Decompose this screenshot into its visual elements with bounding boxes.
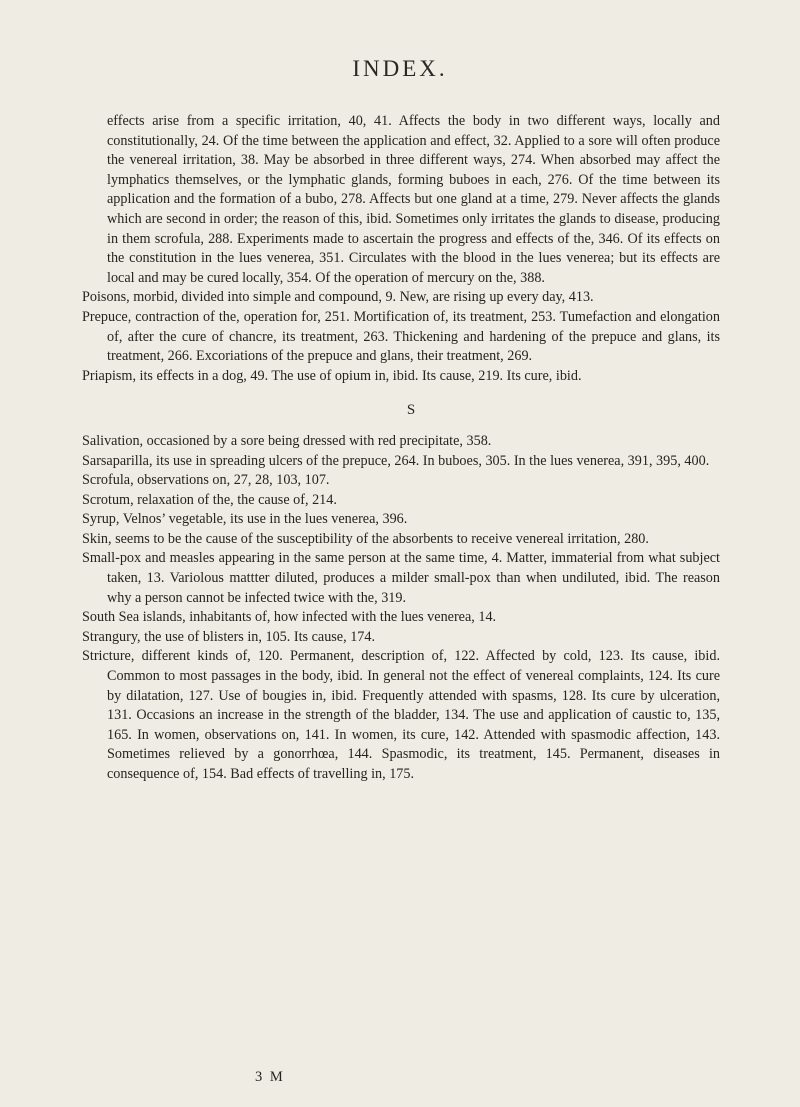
- page-title: INDEX.: [352, 56, 448, 81]
- index-entry: South Sea islands, inhabitants of, how infected with the lues venerea, 14.: [82, 609, 497, 626]
- index-entry: Priapism, its effects in a dog, 49. The use of opium in, ibid. Its cause, 219. Its cure, ibid.: [82, 367, 582, 384]
- index-entry: Strangury, the use of blisters in, 105. Its cause, 174.: [82, 628, 376, 645]
- index-entry: Skin, seems to be the cause of the susceptibility of the absorbents to receive venereal irritation, 280.: [82, 530, 649, 547]
- index-body: [82, 112, 720, 785]
- index-entry: Salivation, occasioned by a sore being dressed with red precipitate, 358.: [82, 432, 492, 449]
- index-entry: Sarsaparilla, its use in spreading ulcers of the prepuce, 264. In buboes, 305. In the lues venerea, 391, 395, 400.: [82, 452, 710, 469]
- index-entry: Scrofula, observations on, 27, 28, 103, 107.: [82, 472, 330, 489]
- section-letter: S: [406, 402, 416, 419]
- index-entry: Syrup, Velnos’ vegetable, its use in the lues venerea, 396.: [82, 511, 408, 528]
- signature-mark: 3 M: [255, 1069, 285, 1085]
- index-entry: Scrotum, relaxation of the, the cause of, 214.: [82, 491, 337, 508]
- index-entry: Poisons, morbid, divided into simple and compound, 9. New, are rising up every day, 413.: [82, 289, 594, 306]
- index-entry: Prepuce, contraction of the, operation for, 251. Mortification of, its treatment, 253. Tumefaction and elongation of, after the cure of chancre, its treatment, 263. Thickening and hardening of the prepuce and glans, its treatment, 266. Excoriations of the prepuce and glans, their treatment, 269.: [82, 308, 720, 365]
- index-entry: Stricture, different kinds of, 120. Permanent, description of, 122. Affected by cold, 123. Its cause, ibid. Common to most passages in the body, ibid. In general not the effect of venereal complaints, 124. Its cure by dilatation, 127. Use of bougies in, ibid. Frequently attended with spasms, 128. Its cure by ulceration, 131. Occasions an increase in the strength of the bladder, 134. The use and application of caustic to, 135, 165. In women, observations on, 141. In women, its cure, 142. Attended with spasmodic affection, 143. Sometimes relieved by a gonorrhœa, 144. Spasmodic, its treatment, 145. Permanent, diseases in consequence of, 154. Bad effects of travelling in, 175.: [82, 648, 720, 782]
- index-entry: effects arise from a specific irritation, 40, 41. Affects the body in two different ways, locally and constitutionally, 24. Of the time between the application and effect, 32. Applied to a sore will often produce the venereal irritation, 38. May be absorbed in three different ways, 274. When absorbed may affect the lymphatics themselves, or the lymphatic glands, forming buboes in each, 276. Of the time between its application and the formation of a bubo, 278. Affects but one gland at a time, 279. Never affects the glands which are second in order; the reason of this, ibid. Sometimes only irritates the glands to disease, producing in them scrofula, 288. Experiments made to ascertain the progress and effects of the, 346. Of its effects on the constitution in the lues venerea, 351. Circulates with the blood in the lues venerea; but its effects are local and may be cured locally, 354. Of the operation of mercury on the, 388.: [107, 113, 720, 286]
- index-entry: Small-pox and measles appearing in the same person at the same time, 4. Matter, immaterial from what subject taken, 13. Variolous mattter diluted, produces a milder small-pox than when undiluted, ibid. The reason why a person cannot be infected twice with the, 319.: [82, 550, 720, 606]
